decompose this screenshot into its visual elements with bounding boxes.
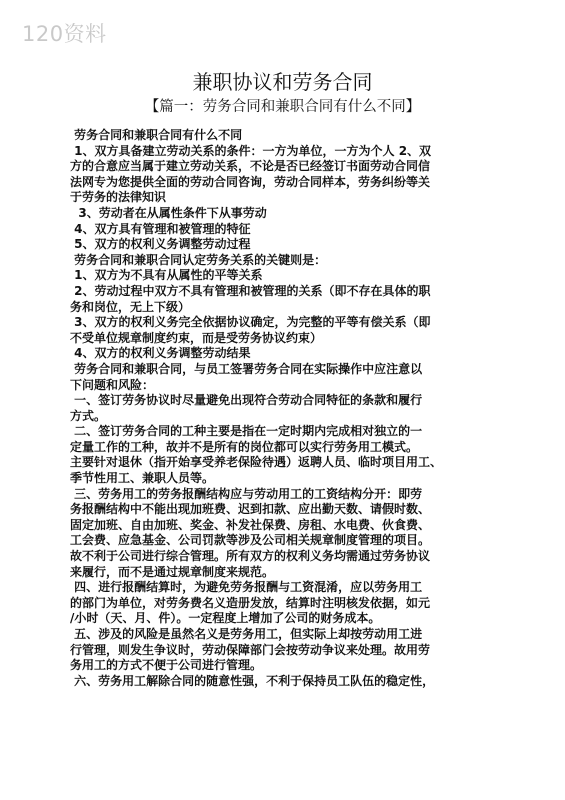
text-line: 定量工作的工种，故并不是所有的岗位都可以实行劳务用工模式。 xyxy=(70,439,419,454)
text-line: 3、劳动者在从属性条件下从事劳动 xyxy=(70,205,267,220)
section-heading: 【篇一：劳务合同和兼职合同有什么不同】 xyxy=(144,99,421,115)
page-title: 兼职协议和劳务合同 xyxy=(192,70,373,94)
text-line: 方式。 xyxy=(70,408,107,423)
text-line: 故不利于公司进行综合管理。所有双方的权利义务均需通过劳务协议 xyxy=(70,549,431,564)
text-line: 一、签订劳务协议时尽量避免出现符合劳动合同特征的条款和履行 xyxy=(70,393,423,408)
text-line: 务用工的方式不便于公司进行管理。 xyxy=(70,658,263,673)
text-line: 四、进行报酬结算时，为避免劳务报酬与工资混淆，应以劳务用工 xyxy=(70,580,423,595)
text-line: 季节性用工、兼职人员等。 xyxy=(70,471,215,486)
text-line: 的部门为单位，对劳务费名义造册发放，结算时注明核发依据，如元 xyxy=(70,595,431,610)
text-line: 法网专为您提供全面的劳动合同咨询，劳动合同样本，劳务纠纷等关 xyxy=(70,174,431,189)
text-line: 1、双方为不具有从属性的平等关系 xyxy=(70,268,263,283)
text-line: 方的合意应当属于建立劳动关系，不论是否已经签订书面劳动合同信 xyxy=(70,159,431,174)
text-line: 三、劳务用工的劳务报酬结构应与劳动用工的工资结构分开：即劳 xyxy=(70,486,423,501)
text-line: 4、双方具有管理和被管理的特征 xyxy=(70,221,251,236)
text-line: 1、双方具备建立劳动关系的条件：一方为单位，一方为个人 2、双 xyxy=(70,143,432,158)
watermark: 120资料 xyxy=(22,22,107,46)
text-line: 六、劳务用工解除合同的随意性强，不利于保持员工队伍的稳定性， xyxy=(70,673,435,688)
text-line: 工会费、应急基金、公司罚款等涉及公司相关规章制度管理的项目。 xyxy=(70,533,431,548)
text-line: 五、涉及的风险是虽然名义是劳务用工，但实际上却按劳动用工进 xyxy=(70,627,423,641)
text-line: 4、双方的权利义务调整劳动结果 xyxy=(70,346,251,361)
text-line: 务报酬结构中不能出现加班费、迟到扣款、应出勤天数、请假时数、 xyxy=(70,502,431,517)
text-line: 劳务合同和兼职合同认定劳务关系的关键则是： xyxy=(70,252,327,267)
text-line: 于劳务的法律知识 xyxy=(70,190,167,205)
text-line: 不受单位规章制度约束，而是受劳务协议约束） xyxy=(70,330,323,345)
text-line: 主要针对退休（指开始享受养老保险待遇）返聘人员、临时项目用工、 xyxy=(70,455,443,470)
text-line: 固定加班、自由加班、奖金、补发社保费、房租、水电费、伙食费、 xyxy=(70,517,431,532)
document-body xyxy=(70,128,500,689)
text-line: 劳务合同和兼职合同，与员工签署劳务合同在实际操作中应注意以 xyxy=(70,361,423,376)
text-line: /小时（天、月、件）。一定程度上增加了公司的财务成本。 xyxy=(70,611,381,626)
text-line: 5、双方的权利义务调整劳动过程 xyxy=(70,237,251,252)
text-line: 劳务合同和兼职合同有什么不同 xyxy=(70,128,243,142)
text-line: 二、签订劳务合同的工种主要是指在一定时期内完成相对独立的一 xyxy=(70,424,423,439)
text-line: 2、劳动过程中双方不具有管理和被管理的关系（即不存在具体的职 xyxy=(70,283,431,298)
text-line: 行管理，则发生争议时，劳动保障部门会按劳动争议来处理。故用劳 xyxy=(70,642,431,657)
text-line: 下问题和风险： xyxy=(70,377,155,392)
text-line: 来履行，而不是通过规章制度来规范。 xyxy=(70,564,275,579)
text-line: 务和岗位，无上下级） xyxy=(70,299,191,314)
text-line: 3、双方的权利义务完全依据协议确定，为完整的平等有偿关系（即 xyxy=(70,315,431,330)
